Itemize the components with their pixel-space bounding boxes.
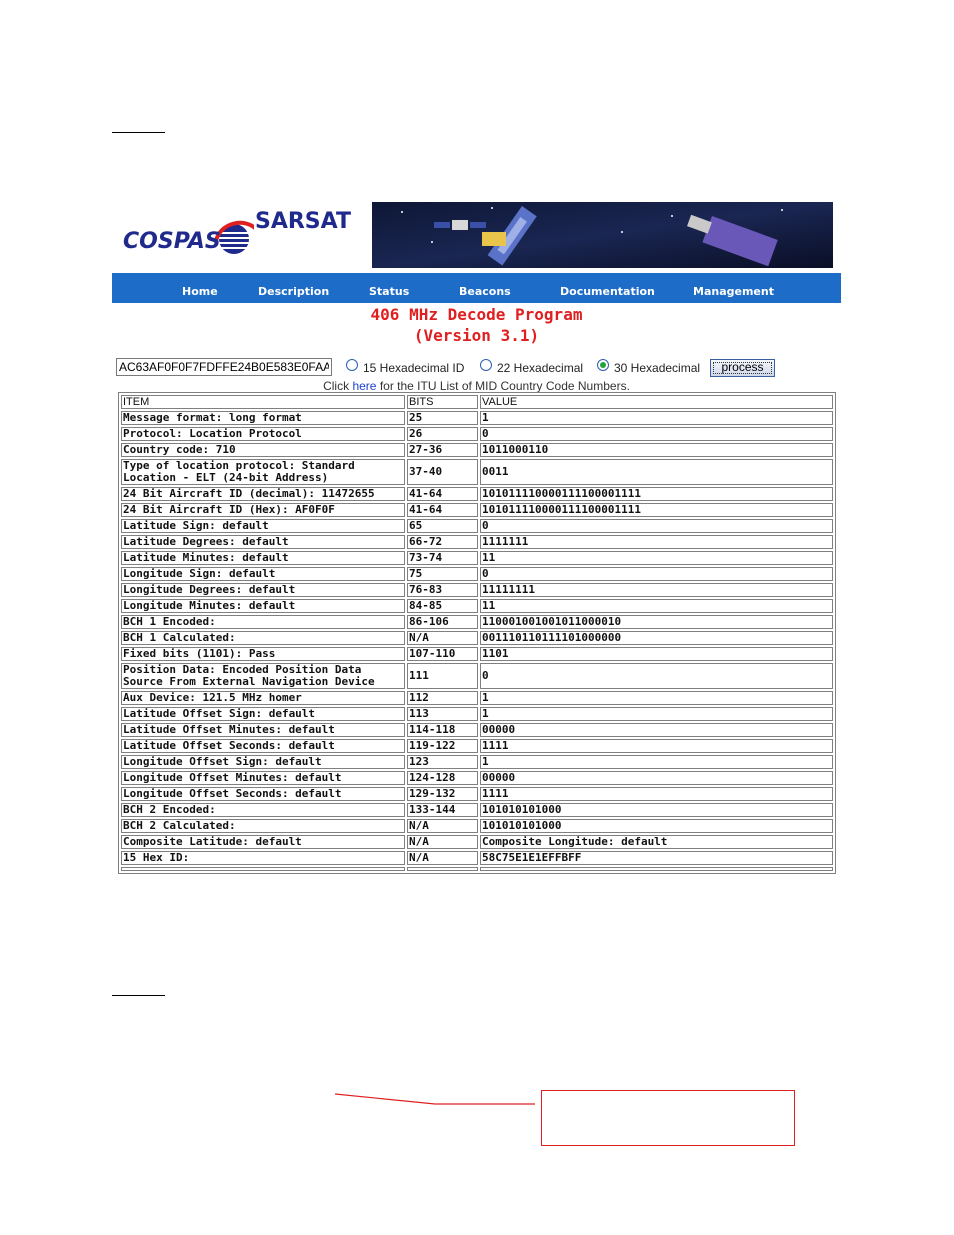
itu-list-note (112, 379, 841, 393)
item-cell: BCH 2 Calculated: (121, 819, 405, 833)
item-cell: Longitude Offset Minutes: default (121, 771, 405, 785)
item-cell: Latitude Sign: default (121, 519, 405, 533)
item-cell: Composite Latitude: default (121, 835, 405, 849)
table-row (121, 771, 833, 785)
table-row (121, 567, 833, 581)
table-row (121, 707, 833, 721)
item-cell: Latitude Offset Sign: default (121, 707, 405, 721)
value-cell: 1101 (480, 647, 833, 661)
item-cell: Country code: 710 (121, 443, 405, 457)
item-cell: Longitude Offset Seconds: default (121, 787, 405, 801)
bits-cell: N/A (407, 819, 478, 833)
page-title: 406 MHz Decode Program (370, 305, 583, 324)
item-cell: Latitude Minutes: default (121, 551, 405, 565)
process-button[interactable]: process (710, 359, 775, 377)
value-cell: 1 (480, 707, 833, 721)
value-cell: 11 (480, 551, 833, 565)
item-cell: Type of location protocol: Standard Location - ELT (24-bit Address) (121, 459, 405, 485)
item-cell: Message format: long format (121, 411, 405, 425)
radio-22-hex-label: 22 Hexadecimal (497, 361, 584, 375)
bits-cell: 111 (407, 663, 478, 689)
bits-cell: 25 (407, 411, 478, 425)
header-value: VALUE (480, 395, 833, 409)
item-cell: 15 Hex ID: (121, 851, 405, 865)
logo-text-cospas: COSPAS (123, 229, 221, 254)
value-cell: 101011110000111100001111 (480, 487, 833, 501)
table-row (121, 519, 833, 533)
value-cell: 00000 (480, 723, 833, 737)
callout-pointer-line (330, 1090, 540, 1110)
cospas-sarsat-logo (120, 205, 360, 265)
table-row (121, 599, 833, 613)
table-row (121, 787, 833, 801)
table-row (121, 535, 833, 549)
item-cell: Latitude Offset Seconds: default (121, 739, 405, 753)
table-row-empty (121, 867, 833, 871)
bits-cell: 112 (407, 691, 478, 705)
table-row (121, 819, 833, 833)
bits-cell: 107-110 (407, 647, 478, 661)
table-row (121, 739, 833, 753)
item-cell: 24 Bit Aircraft ID (decimal): 11472655 (121, 487, 405, 501)
table-row (121, 755, 833, 769)
item-cell: BCH 1 Calculated: (121, 631, 405, 645)
header-bits: BITS (407, 395, 478, 409)
bits-cell: 26 (407, 427, 478, 441)
value-cell: 1 (480, 755, 833, 769)
item-cell: Aux Device: 121.5 MHz homer (121, 691, 405, 705)
bits-cell: 41-64 (407, 503, 478, 517)
value-cell: 0 (480, 427, 833, 441)
bits-cell: 86-106 (407, 615, 478, 629)
value-cell: Composite Longitude: default (480, 835, 833, 849)
item-cell: Position Data: Encoded Position Data Source From External Navigation Device (121, 663, 405, 689)
value-cell: 101010101000 (480, 819, 833, 833)
item-cell: 24 Bit Aircraft ID (Hex): AF0F0F (121, 503, 405, 517)
itu-note-suffix: for the ITU List of MID Country Code Numbers. (379, 379, 630, 393)
table-row (121, 631, 833, 645)
table-row (121, 459, 833, 485)
radio-15-hex[interactable] (346, 359, 358, 371)
item-cell: Latitude Offset Minutes: default (121, 723, 405, 737)
empty-cell (407, 867, 478, 871)
table-row (121, 615, 833, 629)
main-nav-bar (112, 273, 841, 303)
value-cell: 1111111 (480, 535, 833, 549)
item-cell: Fixed bits (1101): Pass (121, 647, 405, 661)
table-row (121, 583, 833, 597)
item-cell: Latitude Degrees: default (121, 535, 405, 549)
callout-box (541, 1090, 795, 1146)
value-cell: 00000 (480, 771, 833, 785)
logo-text-sarsat: SARSAT (255, 209, 351, 234)
item-cell: Longitude Offset Sign: default (121, 755, 405, 769)
bits-cell: 129-132 (407, 787, 478, 801)
value-cell: 0 (480, 567, 833, 581)
radio-30-hex[interactable] (597, 359, 609, 371)
hex-id-input[interactable] (116, 358, 332, 376)
bits-cell: 37-40 (407, 459, 478, 485)
table-row (121, 551, 833, 565)
satellites-banner-image (372, 202, 833, 268)
bits-cell: 114-118 (407, 723, 478, 737)
table-row (121, 723, 833, 737)
bits-cell: 75 (407, 567, 478, 581)
item-cell: BCH 1 Encoded: (121, 615, 405, 629)
bits-cell: N/A (407, 851, 478, 865)
radio-15-hex-label: 15 Hexadecimal ID (363, 361, 465, 375)
bits-cell: 84-85 (407, 599, 478, 613)
bits-cell: 76-83 (407, 583, 478, 597)
table-row (121, 487, 833, 501)
decode-results-table (118, 392, 836, 874)
bits-cell: 41-64 (407, 487, 478, 501)
bits-cell: 27-36 (407, 443, 478, 457)
table-header-row (121, 395, 833, 409)
itu-list-link[interactable]: here (352, 379, 377, 393)
value-cell: 1011000110 (480, 443, 833, 457)
bits-cell: 73-74 (407, 551, 478, 565)
bits-cell: 66-72 (407, 535, 478, 549)
item-cell: BCH 2 Encoded: (121, 803, 405, 817)
header-item: ITEM (121, 395, 405, 409)
table-row (121, 803, 833, 817)
value-cell: 110001001001011000010 (480, 615, 833, 629)
table-row (121, 851, 833, 865)
table-row (121, 835, 833, 849)
table-row (121, 503, 833, 517)
empty-cell (480, 867, 833, 871)
value-cell: 0 (480, 663, 833, 689)
bits-cell: 124-128 (407, 771, 478, 785)
bits-cell: N/A (407, 835, 478, 849)
table-row (121, 647, 833, 661)
bits-cell: 113 (407, 707, 478, 721)
table-row (121, 663, 833, 689)
table-row (121, 443, 833, 457)
bits-cell: 123 (407, 755, 478, 769)
value-cell: 11111111 (480, 583, 833, 597)
bits-cell: 133-144 (407, 803, 478, 817)
value-cell: 1 (480, 411, 833, 425)
item-cell: Longitude Sign: default (121, 567, 405, 581)
nav-item-home[interactable]: Home (182, 285, 218, 298)
nav-item-beacons[interactable]: Beacons (459, 285, 511, 298)
item-cell: Longitude Degrees: default (121, 583, 405, 597)
value-cell: 001110110111101000000 (480, 631, 833, 645)
table-row (121, 427, 833, 441)
empty-cell (121, 867, 405, 871)
bits-cell: N/A (407, 631, 478, 645)
nav-item-status[interactable]: Status (369, 285, 410, 298)
lower-heading-underline (112, 995, 165, 996)
value-cell: 1111 (480, 739, 833, 753)
item-cell: Longitude Minutes: default (121, 599, 405, 613)
bits-cell: 65 (407, 519, 478, 533)
page-subtitle-version: (Version 3.1) (413, 326, 540, 345)
value-cell: 1111 (480, 787, 833, 801)
itu-note-prefix: Click (323, 379, 350, 393)
table-row (121, 411, 833, 425)
item-cell: Protocol: Location Protocol (121, 427, 405, 441)
value-cell: 0 (480, 519, 833, 533)
value-cell: 0011 (480, 459, 833, 485)
radio-22-hex[interactable] (480, 359, 492, 371)
value-cell: 11 (480, 599, 833, 613)
nav-item-management[interactable]: Management (693, 285, 774, 298)
nav-item-documentation[interactable]: Documentation (560, 285, 655, 298)
bits-cell: 119-122 (407, 739, 478, 753)
value-cell: 101010101000 (480, 803, 833, 817)
value-cell: 58C75E1E1EFFBFF (480, 851, 833, 865)
value-cell: 1 (480, 691, 833, 705)
top-heading-underline (112, 132, 165, 133)
radio-30-hex-label: 30 Hexadecimal (614, 361, 701, 375)
table-row (121, 691, 833, 705)
nav-item-description[interactable]: Description (258, 285, 330, 298)
value-cell: 101011110000111100001111 (480, 503, 833, 517)
